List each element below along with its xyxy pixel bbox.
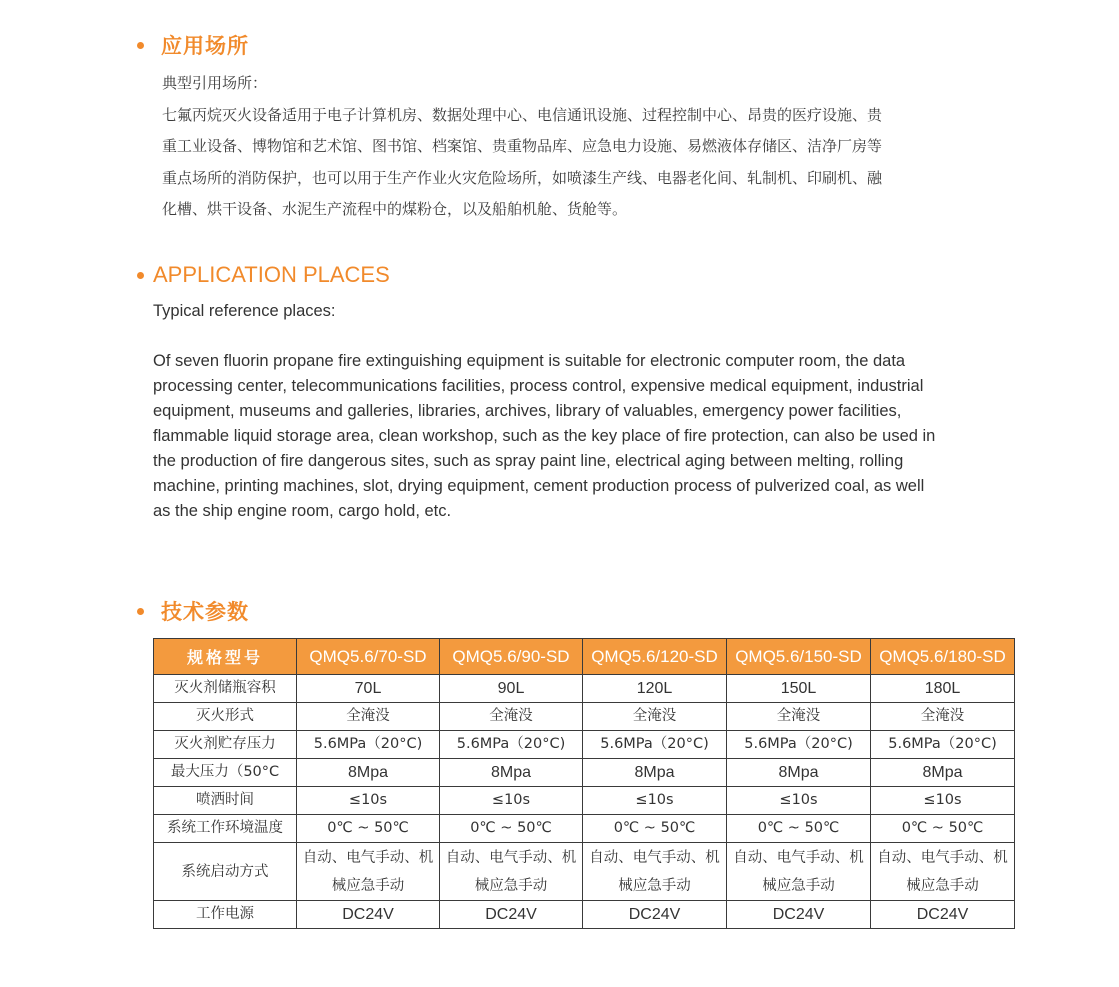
- spec-cell: 8Mpa: [297, 759, 440, 787]
- spec-cell: 全淹没: [583, 703, 727, 731]
- spec-cell: ≤10s: [297, 787, 440, 815]
- spec-cell: DC24V: [440, 901, 583, 929]
- en-application-line: the production of fire dangerous sites, such as spray paint line, electrical aging between melting, rolling: [153, 452, 904, 470]
- spec-cell: 90L: [440, 675, 583, 703]
- spec-cell: 5.6MPa（20°C): [583, 731, 727, 759]
- bullet-dot-icon: [137, 42, 144, 49]
- zh-application-paragraph: [162, 68, 882, 226]
- table-row: [154, 815, 1015, 843]
- spec-row-label: 灭火剂贮存压力: [154, 731, 297, 759]
- table-row: [154, 901, 1015, 929]
- table-row: [154, 843, 1015, 901]
- bullet-dot-icon: [137, 608, 144, 615]
- spec-table: [153, 638, 1015, 929]
- spec-cell: 自动、电气手动、机械应急手动: [583, 843, 727, 901]
- spec-cell: 5.6MPa（20°C): [440, 731, 583, 759]
- en-application-line: flammable liquid storage area, clean workshop, such as the key place of fire protection, can also be used in: [153, 427, 936, 445]
- spec-cell: 8Mpa: [871, 759, 1015, 787]
- spec-cell: 自动、电气手动、机械应急手动: [297, 843, 440, 901]
- spec-cell: ≤10s: [871, 787, 1015, 815]
- spec-cell: 0℃ ~ 50℃: [297, 815, 440, 843]
- table-row: [154, 759, 1015, 787]
- spec-cell: DC24V: [297, 901, 440, 929]
- spec-header-cell: QMQ5.6/90-SD: [440, 639, 583, 675]
- en-application-line: equipment, museums and galleries, libraries, archives, library of valuables, emergency power facilities,: [153, 402, 902, 420]
- spec-cell: 0℃ ~ 50℃: [583, 815, 727, 843]
- spec-cell: ≤10s: [440, 787, 583, 815]
- spec-cell: 180L: [871, 675, 1015, 703]
- zh-application-line: 重点场所的消防保护，也可以用于生产作业火灾危险场所，如喷漆生产线、电器老化间、轧制机、印刷机、融: [162, 168, 883, 187]
- spec-row-label: 系统启动方式: [154, 843, 297, 901]
- table-row: [154, 675, 1015, 703]
- spec-row-label: 喷洒时间: [154, 787, 297, 815]
- spec-header-cell: 规格型号: [154, 639, 297, 675]
- spec-cell: 8Mpa: [440, 759, 583, 787]
- spec-cell: 0℃ ~ 50℃: [440, 815, 583, 843]
- spec-cell: ≤10s: [583, 787, 727, 815]
- spec-cell: DC24V: [583, 901, 727, 929]
- heading-zh-application-title: 应用场所: [161, 34, 249, 58]
- spec-row-label: 灭火剂储瓶容积: [154, 675, 297, 703]
- spec-cell: 5.6MPa（20°C): [297, 731, 440, 759]
- section-heading-zh-spec: [137, 596, 249, 626]
- spec-cell: 8Mpa: [583, 759, 727, 787]
- spec-header-cell: QMQ5.6/70-SD: [297, 639, 440, 675]
- spec-cell: 120L: [583, 675, 727, 703]
- spec-cell: 自动、电气手动、机械应急手动: [727, 843, 871, 901]
- spec-cell: DC24V: [871, 901, 1015, 929]
- en-application-line: machine, printing machines, slot, drying equipment, cement production process of pulverized coal, as well: [153, 477, 925, 495]
- spec-row-label: 工作电源: [154, 901, 297, 929]
- zh-application-intro: 典型引用场所：: [162, 74, 268, 92]
- spec-cell: 8Mpa: [727, 759, 871, 787]
- spec-row-label: 系统工作环境温度: [154, 815, 297, 843]
- table-row: [154, 703, 1015, 731]
- spec-table-header-row: [154, 639, 1015, 675]
- spec-cell: ≤10s: [727, 787, 871, 815]
- heading-en-application-title: APPLICATION PLACES: [153, 262, 390, 287]
- zh-application-line: 化槽、烘干设备、水泥生产流程中的煤粉仓，以及船舶机舱、货舱等。: [162, 200, 628, 218]
- spec-header-cell: QMQ5.6/150-SD: [727, 639, 871, 675]
- zh-application-line: 重工业设备、博物馆和艺术馆、图书馆、档案馆、贵重物品库、应急电力设施、易燃液体存储区、洁净厂房等: [162, 137, 883, 155]
- section-heading-zh-application: [137, 30, 249, 60]
- bullet-dot-icon: [137, 272, 144, 279]
- spec-row-label: 灭火形式: [154, 703, 297, 731]
- en-application-line: Of seven fluorin propane fire extinguishing equipment is suitable for electronic computer room, the data: [153, 352, 906, 370]
- spec-cell: 0℃ ~ 50℃: [871, 815, 1015, 843]
- en-application-intro-block: [153, 299, 336, 324]
- section-heading-en-application: [137, 262, 390, 288]
- spec-cell: 5.6MPa（20°C): [727, 731, 871, 759]
- spec-row-label: 最大压力（50°C: [154, 759, 297, 787]
- spec-cell: 全淹没: [297, 703, 440, 731]
- spec-cell: 全淹没: [440, 703, 583, 731]
- spec-cell: 全淹没: [871, 703, 1015, 731]
- zh-application-line: 七氟丙烷灭火设备适用于电子计算机房、数据处理中心、电信通讯设施、过程控制中心、昂贵的医疗设施、贵: [162, 105, 883, 124]
- spec-header-cell: QMQ5.6/120-SD: [583, 639, 727, 675]
- spec-cell: 70L: [297, 675, 440, 703]
- spec-cell: 自动、电气手动、机械应急手动: [871, 843, 1015, 901]
- en-application-intro: Typical reference places:: [153, 302, 336, 320]
- en-application-paragraph: [153, 349, 935, 524]
- en-application-line: as the ship engine room, cargo hold, etc.: [153, 502, 452, 520]
- spec-cell: 5.6MPa（20°C): [871, 731, 1015, 759]
- heading-zh-spec-title: 技术参数: [161, 600, 249, 624]
- table-row: [154, 731, 1015, 759]
- spec-cell: 自动、电气手动、机械应急手动: [440, 843, 583, 901]
- spec-cell: 0℃ ~ 50℃: [727, 815, 871, 843]
- en-application-line: processing center, telecommunications facilities, process control, expensive medical equipment, industrial: [153, 377, 924, 395]
- table-row: [154, 787, 1015, 815]
- spec-header-cell: QMQ5.6/180-SD: [871, 639, 1015, 675]
- spec-cell: 全淹没: [727, 703, 871, 731]
- spec-cell: 150L: [727, 675, 871, 703]
- spec-cell: DC24V: [727, 901, 871, 929]
